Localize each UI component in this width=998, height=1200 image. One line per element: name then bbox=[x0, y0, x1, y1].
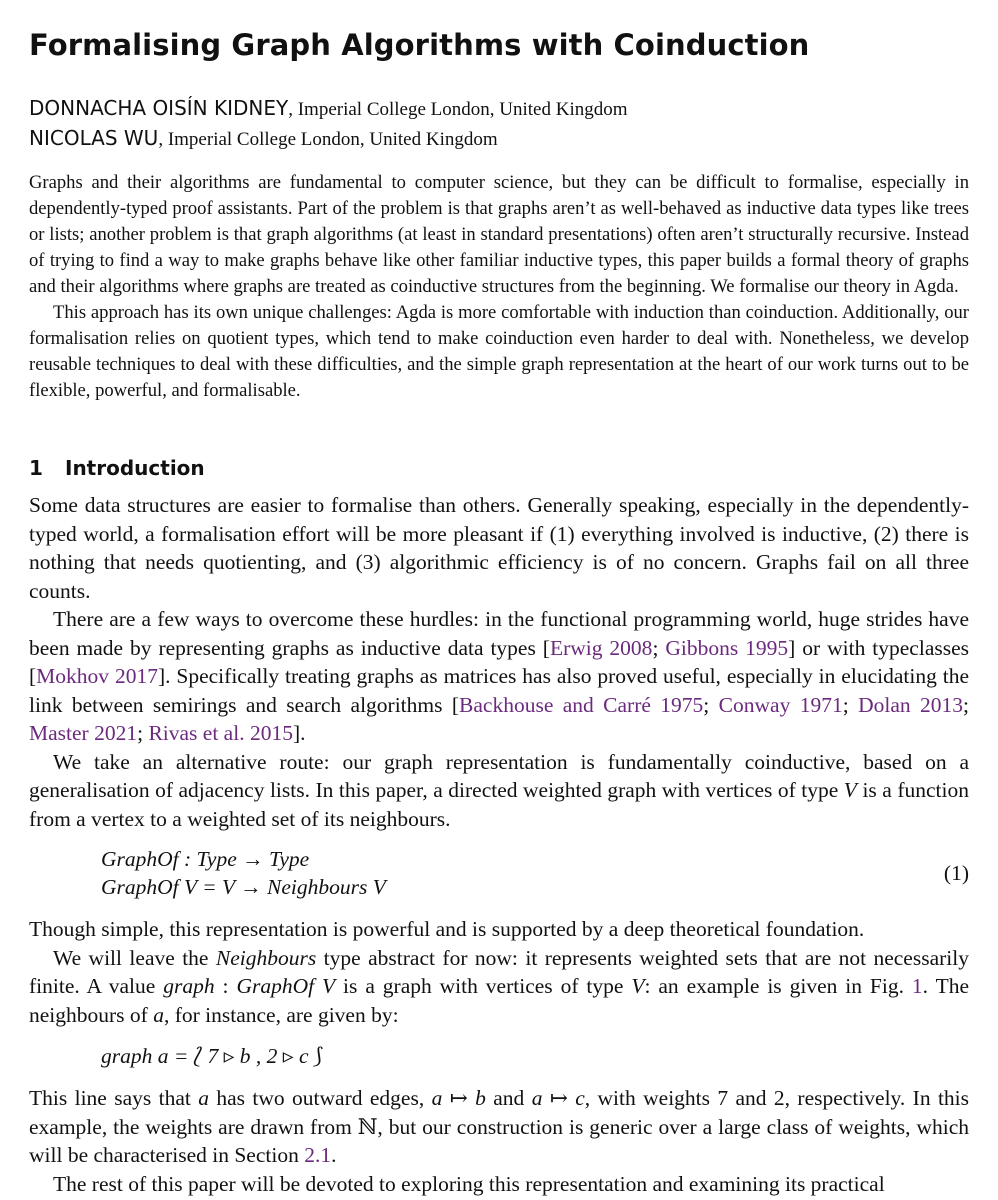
intro-paragraph: Though simple, this representation is powerful and is supported by a deep theoretical foundation. bbox=[29, 917, 865, 941]
intro-paragraph: Some data structures are easier to formalise than others. Generally speaking, especially in the dependently-typed world, a formalisation effort will be more pleasant if (1) everything involved is inductive, (2) there is nothing that needs quotienting, and (3) algorithmic efficiency is of no concern. Graphs fail on all three counts. bbox=[29, 493, 969, 603]
abstract-paragraph: Graphs and their algorithms are fundamental to computer science, but they can be difficult to formalise, especially in dependently-typed proof assistants. Part of the problem is that graphs aren’t as well-behaved as inductive data types like trees or lists; another problem is that graph algorithms (at least in standard presentations) often aren’t structurally recursive. Instead of trying to find a way to make graphs behave like other familiar inductive types, this paper builds a formal theory of graphs and their algorithms where graphs are treated as coinductive structures from the beginning. We formalise our theory in Agda. bbox=[29, 172, 969, 297]
equation-2: graph a = ⟅ 7 ▹ b , 2 ▹ c ⟆ bbox=[101, 1044, 323, 1068]
citation-link[interactable]: Mokhov 2017 bbox=[36, 664, 158, 688]
intro-text-bottom bbox=[29, 1084, 969, 1198]
equation-line: GraphOf V = V → Neighbours V bbox=[101, 875, 386, 899]
intro-paragraph: There are a few ways to overcome these hurdles: in the functional programming world, huge strides have been made by representing graphs as inductive data types [Erwig 2008; Gibbons 1995] or with typeclasses [Mokhov 2017]. Specifically treating graphs as matrices has also proved useful, especially in elucidating the link between semirings and search algorithms [Backhouse and Carré 1975; Conway 1971; Dolan 2013; Master 2021; Rivas et al. 2015]. bbox=[29, 607, 969, 745]
figure-link[interactable]: 1 bbox=[911, 974, 923, 998]
citation-link[interactable]: Rivas et al. 2015 bbox=[148, 721, 293, 745]
citation-link[interactable]: Conway 1971 bbox=[718, 692, 843, 717]
citation-link[interactable]: Backhouse and Carré 1975 bbox=[459, 692, 704, 717]
author-name: DONNACHA OISÍN KIDNEY bbox=[29, 96, 289, 120]
section-heading bbox=[29, 456, 205, 480]
equation-number: (1) bbox=[943, 861, 969, 885]
section-number: 1 bbox=[29, 456, 43, 480]
intro-paragraph: We will leave the Neighbours type abstract for now: it represents weighted sets that are not necessarily finite. A value graph : GraphOf V is a graph with vertices of type V: an example is given in Fig. 1. The neighbours of a, for instance, are given by: bbox=[29, 945, 969, 1027]
author-1 bbox=[29, 96, 628, 121]
section-title: Introduction bbox=[65, 456, 205, 480]
author-affiliation: , Imperial College London, United Kingdom bbox=[288, 99, 628, 120]
author-affiliation: , Imperial College London, United Kingdom bbox=[158, 129, 498, 150]
intro-paragraph: This line says that a has two outward edges, a ↦ b and a ↦ c, with weights 7 and 2, respectively. In this example, the weights are drawn from ℕ, but our construction is generic over a large class of weights, which will be characterised in Section 2.1. bbox=[29, 1086, 970, 1167]
citation-link[interactable]: Master 2021 bbox=[29, 721, 138, 745]
equation-1 bbox=[101, 845, 386, 901]
author-name: NICOLAS WU bbox=[29, 126, 159, 150]
paper-title: Formalising Graph Algorithms with Coinduction bbox=[29, 28, 810, 62]
intro-paragraph: We take an alternative route: our graph representation is fundamentally coinductive, based on a generalisation of adjacency lists. In this paper, a directed weighted graph with vertices of type V is a function from a vertex to a weighted set of its neighbours. bbox=[29, 749, 969, 831]
citation-link[interactable]: Dolan 2013 bbox=[858, 692, 963, 717]
abstract-paragraph: This approach has its own unique challenges: Agda is more comfortable with induction than coinduction. Additionally, our formalisation relies on quotient types, which tend to make coinduction even harder to deal with. Nonetheless, we develop reusable techniques to deal with these difficulties, and the simple graph representation at the heart of our work turns out to be flexible, powerful, and formalisable. bbox=[29, 302, 969, 401]
citation-link[interactable]: Erwig 2008 bbox=[549, 635, 653, 660]
equation-line: GraphOf : Type → Type bbox=[101, 847, 310, 871]
abstract bbox=[29, 170, 969, 404]
citation-link[interactable]: Gibbons 1995 bbox=[665, 635, 789, 660]
author-2 bbox=[29, 126, 498, 151]
intro-paragraph: The rest of this paper will be devoted to exploring this representation and examining its practical bbox=[53, 1171, 885, 1196]
intro-text-top bbox=[29, 491, 969, 833]
intro-text-middle bbox=[29, 915, 969, 1029]
section-link[interactable]: 2.1 bbox=[304, 1143, 332, 1167]
